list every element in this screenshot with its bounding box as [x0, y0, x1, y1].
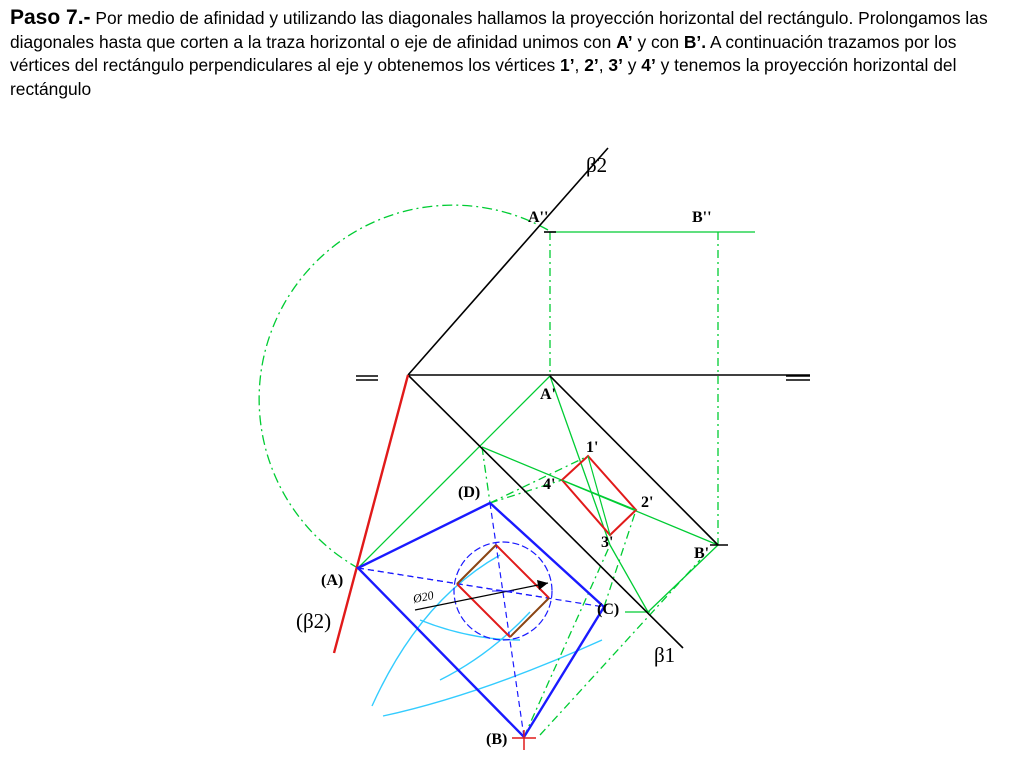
- caption-bold-4: 4’: [641, 55, 656, 75]
- label-1: 1': [586, 439, 599, 456]
- caption-bold-b: B’.: [683, 31, 707, 52]
- caption-text-2: y con: [632, 31, 684, 52]
- trace-beta1: [408, 375, 683, 648]
- caption-text-7: y tenemos la proyección horizontal del rectángulo: [10, 55, 957, 99]
- label-a: (A): [321, 572, 344, 589]
- cyan-arc-4: [440, 612, 530, 680]
- caption-bold-1: 1’: [560, 55, 575, 75]
- step-title: Paso 7.-: [10, 6, 91, 29]
- caption-bold-3: 3’: [608, 55, 623, 75]
- label-4: 4': [543, 476, 556, 493]
- caption-text-1: Por medio de afinidad y utilizando las diagonales hallamos la proyección horizontal del rectángulo. Prolongamos las diagonales hasta que corten a la traza horizontal o eje de afinidad unimos con: [10, 8, 988, 52]
- label-beta2-rotated: (β2): [296, 609, 332, 633]
- label-beta2: β2: [586, 153, 608, 177]
- caption-bold-2: 2’: [584, 55, 599, 75]
- green-diagonal-a1: [358, 376, 550, 568]
- caption-text-3: A continuación trazamos por los vértices del rectángulo perpendiculares al eje y obtenemos los vértices: [10, 31, 957, 75]
- label-a1: A': [540, 386, 556, 403]
- caption-bold-a: A’: [616, 31, 633, 52]
- label-c: (C): [597, 601, 620, 618]
- inscribed-edge-4: [457, 545, 496, 584]
- cyan-arc-1: [372, 555, 500, 706]
- label-a2: A'': [528, 209, 549, 226]
- label-beta1: β1: [654, 643, 676, 667]
- caption-text-5: ,: [598, 55, 609, 75]
- label-diameter: Ø20: [411, 587, 435, 606]
- diagonal-d-b: [490, 503, 524, 737]
- label-2: 2': [641, 494, 654, 511]
- inscribed-edge-1: [496, 545, 549, 598]
- label-b1: B': [694, 545, 710, 562]
- rebatment-arc: [259, 205, 548, 568]
- label-3: 3': [601, 534, 614, 551]
- rebated-diagonals: [358, 503, 604, 737]
- inscribed-edge-2: [510, 598, 549, 637]
- rotated-trace-beta2: [334, 375, 408, 653]
- green-a1-to-3: [550, 376, 610, 545]
- green-d-to-1: [490, 456, 588, 503]
- label-b2: B'': [692, 209, 712, 226]
- a1-b1-line: [550, 376, 718, 545]
- black-traces: [356, 148, 810, 648]
- caption-text-4: ,: [574, 55, 585, 75]
- projection-diag-2: [562, 480, 636, 510]
- diagonal-a-cross: [358, 568, 548, 598]
- construction-arcs: [372, 555, 602, 716]
- rebated-rectangle: [358, 503, 604, 737]
- label-b: (B): [486, 731, 508, 748]
- caption-text-6: y: [622, 55, 642, 75]
- green-construction: [358, 232, 755, 737]
- trace-beta2: [408, 148, 608, 375]
- label-d: (D): [458, 484, 481, 501]
